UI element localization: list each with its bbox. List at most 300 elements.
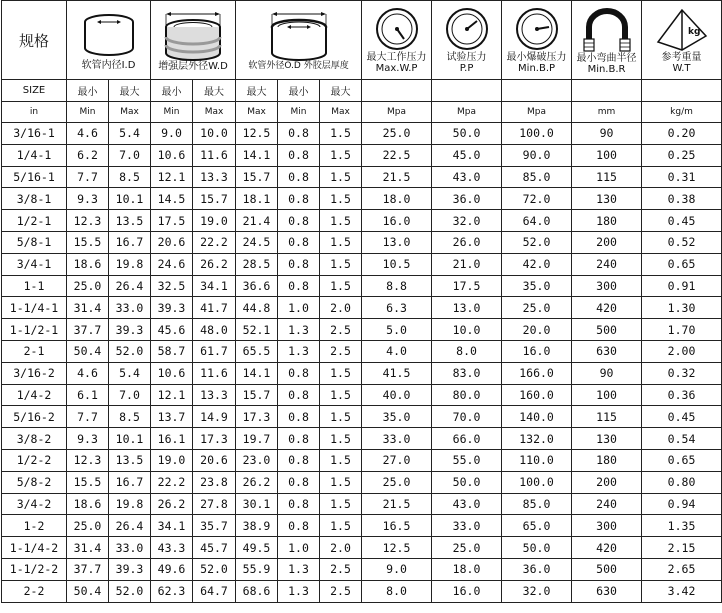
size-cell: 2-2 [2,580,67,602]
value-cell: 8.5 [109,406,151,428]
hose-spec-table [1,0,722,603]
reinforcement-diameter-icon [158,9,228,61]
bend-radius-header [572,1,642,80]
value-cell: 48.0 [193,319,236,341]
table-row [2,449,722,471]
value-cell: 0.8 [278,493,320,515]
value-cell: 11.6 [193,362,236,384]
value-cell: 62.3 [151,580,193,602]
subheader-cell [642,80,722,102]
size-cell: 5/8-2 [2,471,67,493]
value-cell: 14.5 [151,188,193,210]
inner-diameter-header [67,1,151,80]
value-cell: 39.3 [109,319,151,341]
table-row [2,428,722,450]
proof-pressure-header [432,1,502,80]
value-cell: 25.0 [502,297,572,319]
size-cell: 3/8-2 [2,428,67,450]
value-cell: 34.1 [151,515,193,537]
unit-cell: Min [67,102,109,123]
value-cell: 83.0 [432,362,502,384]
value-cell: 44.8 [236,297,278,319]
table-row [2,231,722,253]
size-cell: 1/2-1 [2,210,67,232]
value-cell: 33.0 [109,297,151,319]
value-cell: 0.52 [642,231,722,253]
value-cell: 0.8 [278,123,320,145]
subheader-cell [362,80,432,102]
value-cell: 2.00 [642,340,722,362]
table-row [2,493,722,515]
value-cell: 420 [572,297,642,319]
size-cell: 5/8-1 [2,231,67,253]
value-cell: 6.1 [67,384,109,406]
size-cell: 1/4-1 [2,144,67,166]
value-cell: 16.5 [362,515,432,537]
value-cell: 22.2 [193,231,236,253]
size-cell: 1-2 [2,515,67,537]
table-row [2,537,722,559]
value-cell: 52.1 [236,319,278,341]
value-cell: 1.5 [320,362,362,384]
value-cell: 34.1 [193,275,236,297]
value-cell: 3.42 [642,580,722,602]
value-cell: 9.0 [362,558,432,580]
table-row [2,275,722,297]
value-cell: 10.5 [362,253,432,275]
value-cell: 68.6 [236,580,278,602]
value-cell: 4.6 [67,123,109,145]
subheader-cell: 最大 [193,80,236,102]
value-cell: 55.0 [432,449,502,471]
value-cell: 12.5 [362,537,432,559]
subheader-row [2,80,722,102]
value-cell: 1.5 [320,471,362,493]
proof-pressure-caption-cn: 试验压力 [446,52,487,63]
value-cell: 52.0 [109,340,151,362]
unit-cell: Mpa [432,102,502,123]
value-cell: 0.8 [278,406,320,428]
value-cell: 31.4 [67,537,109,559]
value-cell: 37.7 [67,558,109,580]
working-pressure-caption-en: Max.W.P [375,63,418,74]
value-cell: 0.20 [642,123,722,145]
unit-cell: Max [320,102,362,123]
working-pressure-header [362,1,432,80]
size-cell: 2-1 [2,340,67,362]
value-cell: 1.5 [320,123,362,145]
value-cell: 0.8 [278,384,320,406]
value-cell: 36.0 [502,558,572,580]
value-cell: 1.5 [320,231,362,253]
value-cell: 20.0 [502,319,572,341]
subheader-cell: 最大 [236,80,278,102]
value-cell: 32.0 [432,210,502,232]
value-cell: 1.5 [320,493,362,515]
value-cell: 58.7 [151,340,193,362]
value-cell: 35.0 [502,275,572,297]
value-cell: 630 [572,580,642,602]
value-cell: 50.4 [67,580,109,602]
table-body [2,123,722,603]
value-cell: 1.5 [320,406,362,428]
value-cell: 0.8 [278,166,320,188]
value-cell: 180 [572,449,642,471]
value-cell: 17.3 [193,428,236,450]
value-cell: 90 [572,362,642,384]
outer-diameter-caption: 软管外径O.D 外胶层厚度 [248,61,349,71]
unit-cell: Min [151,102,193,123]
value-cell: 41.7 [193,297,236,319]
value-cell: 0.8 [278,275,320,297]
value-cell: 130 [572,188,642,210]
size-cell: 3/16-2 [2,362,67,384]
value-cell: 0.45 [642,210,722,232]
table-row [2,340,722,362]
value-cell: 16.0 [502,340,572,362]
value-cell: 64.7 [193,580,236,602]
table-row [2,123,722,145]
value-cell: 25.0 [432,537,502,559]
size-cell: 3/4-2 [2,493,67,515]
value-cell: 13.5 [109,210,151,232]
value-cell: 1.0 [278,297,320,319]
outer-diameter-icon [264,9,334,61]
value-cell: 40.0 [362,384,432,406]
size-cell: 3/4-1 [2,253,67,275]
value-cell: 1.5 [320,515,362,537]
value-cell: 0.36 [642,384,722,406]
value-cell: 1.5 [320,144,362,166]
value-cell: 18.0 [362,188,432,210]
value-cell: 36.6 [236,275,278,297]
value-cell: 26.2 [151,493,193,515]
value-cell: 64.0 [502,210,572,232]
value-cell: 43.0 [432,493,502,515]
value-cell: 72.0 [502,188,572,210]
value-cell: 16.1 [151,428,193,450]
burst-pressure-header [502,1,572,80]
value-cell: 85.0 [502,493,572,515]
value-cell: 300 [572,275,642,297]
value-cell: 100.0 [502,123,572,145]
size-cell: 1-1/4-1 [2,297,67,319]
value-cell: 50.0 [432,471,502,493]
value-cell: 1.5 [320,384,362,406]
unit-cell: mm [572,102,642,123]
value-cell: 25.0 [67,275,109,297]
value-cell: 15.7 [193,188,236,210]
value-cell: 65.5 [236,340,278,362]
unit-cell: kg/m [642,102,722,123]
value-cell: 17.3 [236,406,278,428]
weight-caption-cn: 参考重量 [661,52,702,63]
value-cell: 1.5 [320,275,362,297]
size-cell: 3/16-1 [2,123,67,145]
value-cell: 39.3 [151,297,193,319]
value-cell: 15.5 [67,471,109,493]
weight-icon-label: kg [687,27,700,37]
value-cell: 1.5 [320,253,362,275]
value-cell: 26.4 [109,275,151,297]
subheader-cell: 最大 [109,80,151,102]
value-cell: 15.5 [67,231,109,253]
value-cell: 2.15 [642,537,722,559]
value-cell: 13.7 [151,406,193,428]
value-cell: 5.4 [109,123,151,145]
value-cell: 0.91 [642,275,722,297]
value-cell: 33.0 [109,537,151,559]
value-cell: 100 [572,144,642,166]
value-cell: 26.2 [236,471,278,493]
value-cell: 0.45 [642,406,722,428]
value-cell: 41.5 [362,362,432,384]
weight-header [642,1,722,80]
size-cell: 5/16-2 [2,406,67,428]
value-cell: 18.6 [67,253,109,275]
value-cell: 8.0 [432,340,502,362]
value-cell: 36.0 [432,188,502,210]
working-pressure-caption-cn: 最大工作压力 [366,52,427,63]
table-row [2,188,722,210]
value-cell: 0.8 [278,362,320,384]
value-cell: 8.0 [362,580,432,602]
value-cell: 12.3 [67,449,109,471]
value-cell: 52.0 [109,580,151,602]
weight-caption-en: W.T [672,63,691,74]
value-cell: 2.65 [642,558,722,580]
unit-cell: Max [109,102,151,123]
value-cell: 19.0 [193,210,236,232]
value-cell: 1.5 [320,210,362,232]
value-cell: 21.5 [362,493,432,515]
value-cell: 19.7 [236,428,278,450]
value-cell: 1.5 [320,428,362,450]
value-cell: 0.8 [278,428,320,450]
value-cell: 26.0 [432,231,502,253]
value-cell: 15.7 [236,166,278,188]
value-cell: 32.0 [502,580,572,602]
value-cell: 35.7 [193,515,236,537]
size-cell: 3/8-1 [2,188,67,210]
value-cell: 90.0 [502,144,572,166]
value-cell: 0.65 [642,449,722,471]
value-cell: 23.0 [236,449,278,471]
value-cell: 12.3 [67,210,109,232]
subheader-cell: 最小 [67,80,109,102]
value-cell: 15.7 [236,384,278,406]
table-row [2,558,722,580]
value-cell: 21.0 [432,253,502,275]
bend-radius-caption-en: Min.B.R [587,64,626,75]
value-cell: 12.1 [151,166,193,188]
value-cell: 14.1 [236,144,278,166]
value-cell: 45.7 [193,537,236,559]
value-cell: 49.6 [151,558,193,580]
value-cell: 33.0 [432,515,502,537]
subheader-cell [572,80,642,102]
value-cell: 21.5 [362,166,432,188]
pressure-gauge-icon [444,6,490,52]
burst-pressure-caption-cn: 最小爆破压力 [506,52,567,63]
value-cell: 19.8 [109,493,151,515]
table-row [2,166,722,188]
value-cell: 0.25 [642,144,722,166]
value-cell: 166.0 [502,362,572,384]
value-cell: 13.5 [109,449,151,471]
subheader-cell [502,80,572,102]
value-cell: 66.0 [432,428,502,450]
value-cell: 10.0 [432,319,502,341]
pressure-gauge-icon [374,6,420,52]
value-cell: 19.8 [109,253,151,275]
table-row [2,515,722,537]
table-row [2,297,722,319]
value-cell: 7.0 [109,144,151,166]
value-cell: 0.8 [278,231,320,253]
value-cell: 8.8 [362,275,432,297]
value-cell: 28.5 [236,253,278,275]
value-cell: 38.9 [236,515,278,537]
unit-cell: Max [193,102,236,123]
value-cell: 32.5 [151,275,193,297]
value-cell: 100 [572,384,642,406]
value-cell: 14.9 [193,406,236,428]
value-cell: 85.0 [502,166,572,188]
value-cell: 80.0 [432,384,502,406]
pressure-gauge-icon [514,6,560,52]
value-cell: 4.6 [67,362,109,384]
value-cell: 240 [572,493,642,515]
value-cell: 12.1 [151,384,193,406]
value-cell: 10.1 [109,188,151,210]
value-cell: 24.5 [236,231,278,253]
proof-pressure-caption-en: P.P [459,63,474,74]
value-cell: 43.3 [151,537,193,559]
value-cell: 100.0 [502,471,572,493]
weight-pyramid-icon [652,6,712,52]
table-row [2,384,722,406]
value-cell: 1.5 [320,449,362,471]
value-cell: 50.0 [432,123,502,145]
value-cell: 22.2 [151,471,193,493]
value-cell: 180 [572,210,642,232]
subheader-cell: 最大 [320,80,362,102]
value-cell: 26.2 [193,253,236,275]
value-cell: 13.3 [193,166,236,188]
value-cell: 24.6 [151,253,193,275]
value-cell: 25.0 [362,123,432,145]
value-cell: 9.3 [67,188,109,210]
value-cell: 160.0 [502,384,572,406]
bend-radius-caption-cn: 最小弯曲半径 [576,53,637,64]
value-cell: 6.2 [67,144,109,166]
value-cell: 0.31 [642,166,722,188]
value-cell: 14.1 [236,362,278,384]
reinforcement-diameter-caption: 增强层外径W.D [158,60,228,72]
value-cell: 26.4 [109,515,151,537]
unit-cell: Min [278,102,320,123]
value-cell: 65.0 [502,515,572,537]
value-cell: 1.30 [642,297,722,319]
value-cell: 0.65 [642,253,722,275]
value-cell: 0.8 [278,471,320,493]
value-cell: 61.7 [193,340,236,362]
value-cell: 52.0 [502,231,572,253]
unit-cell: in [2,102,67,123]
size-cell: 1/2-2 [2,449,67,471]
value-cell: 37.7 [67,319,109,341]
value-cell: 4.0 [362,340,432,362]
value-cell: 0.8 [278,188,320,210]
unit-row [2,102,722,123]
value-cell: 45.0 [432,144,502,166]
value-cell: 0.8 [278,449,320,471]
size-cell: 1-1/2-1 [2,319,67,341]
value-cell: 23.8 [193,471,236,493]
table-row [2,471,722,493]
reinforcement-diameter-header [151,1,236,80]
icon-header-row [2,1,722,80]
value-cell: 16.7 [109,471,151,493]
value-cell: 500 [572,319,642,341]
subheader-cell: 最小 [278,80,320,102]
value-cell: 12.5 [236,123,278,145]
value-cell: 10.6 [151,144,193,166]
value-cell: 16.0 [362,210,432,232]
value-cell: 0.38 [642,188,722,210]
value-cell: 10.1 [109,428,151,450]
value-cell: 0.80 [642,471,722,493]
value-cell: 45.6 [151,319,193,341]
value-cell: 110.0 [502,449,572,471]
value-cell: 2.5 [320,580,362,602]
value-cell: 7.7 [67,406,109,428]
value-cell: 50.0 [502,537,572,559]
value-cell: 18.0 [432,558,502,580]
value-cell: 9.0 [151,123,193,145]
value-cell: 10.6 [151,362,193,384]
value-cell: 11.6 [193,144,236,166]
burst-pressure-caption-en: Min.B.P [518,63,556,74]
value-cell: 200 [572,471,642,493]
value-cell: 200 [572,231,642,253]
table-row [2,580,722,602]
value-cell: 132.0 [502,428,572,450]
table-row [2,210,722,232]
value-cell: 1.3 [278,340,320,362]
subheader-cell [432,80,502,102]
value-cell: 630 [572,340,642,362]
value-cell: 13.0 [432,297,502,319]
value-cell: 25.0 [67,515,109,537]
value-cell: 10.0 [193,123,236,145]
value-cell: 1.35 [642,515,722,537]
value-cell: 5.0 [362,319,432,341]
table-row [2,144,722,166]
value-cell: 2.5 [320,558,362,580]
value-cell: 115 [572,406,642,428]
value-cell: 20.6 [193,449,236,471]
table-row [2,253,722,275]
value-cell: 140.0 [502,406,572,428]
size-cell: 1/4-2 [2,384,67,406]
value-cell: 1.70 [642,319,722,341]
value-cell: 30.1 [236,493,278,515]
value-cell: 0.94 [642,493,722,515]
value-cell: 22.5 [362,144,432,166]
value-cell: 31.4 [67,297,109,319]
